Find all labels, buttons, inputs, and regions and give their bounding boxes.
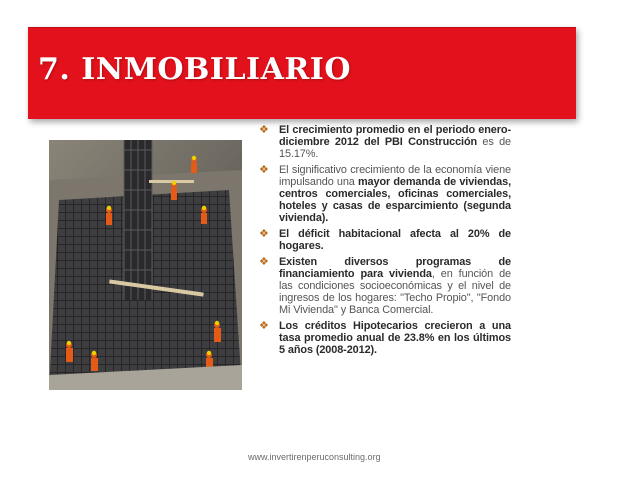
- diamond-bullet-icon: ❖: [259, 256, 269, 268]
- bullet-item: [257, 228, 511, 252]
- bullet-text: El significativo crecimiento de la economía viene impulsando una: [279, 164, 511, 188]
- bullet-list: [257, 124, 511, 360]
- bullet-item: [257, 256, 511, 316]
- bullet-text: es de 15.17%.: [279, 136, 511, 160]
- construction-photo-illustration: [49, 140, 242, 390]
- diamond-bullet-icon: ❖: [259, 228, 269, 240]
- bullet-text: , en función de las condiciones socioeconómicas y el nivel de ingresos de los hogares: "Techo Propio", "Fondo Mi Vivienda" y Banca Comercial.: [279, 268, 511, 316]
- slide-title: 7. INMOBILIARIO: [38, 52, 351, 87]
- bullet-item: [257, 320, 511, 356]
- bullet-text: El déficit habitacional afecta al 20% de hogares.: [279, 228, 511, 252]
- title-banner: [28, 27, 576, 119]
- diamond-bullet-icon: ❖: [259, 320, 269, 332]
- bullet-text: Existen diversos programas de financiamiento para vivienda: [279, 256, 511, 280]
- bullet-text: mayor demanda de viviendas, centros comerciales, oficinas comerciales, hoteles y casas de esparcimiento (segunda vivienda).: [279, 176, 511, 224]
- bullet-item: [257, 124, 511, 160]
- bullet-item: [257, 164, 511, 224]
- footer-url[interactable]: www.invertirenperuconsulting.org: [248, 452, 381, 462]
- diamond-bullet-icon: ❖: [259, 164, 269, 176]
- bullet-text: El crecimiento promedio en el periodo enero-diciembre 2012 del PBI Construcción: [279, 124, 511, 148]
- diamond-bullet-icon: ❖: [259, 124, 269, 136]
- construction-site-photo: [49, 140, 242, 390]
- bullet-text: Los créditos Hipotecarios crecieron a una tasa promedio anual de 23.8% en los últimos 5 años (2008-2012).: [279, 320, 511, 356]
